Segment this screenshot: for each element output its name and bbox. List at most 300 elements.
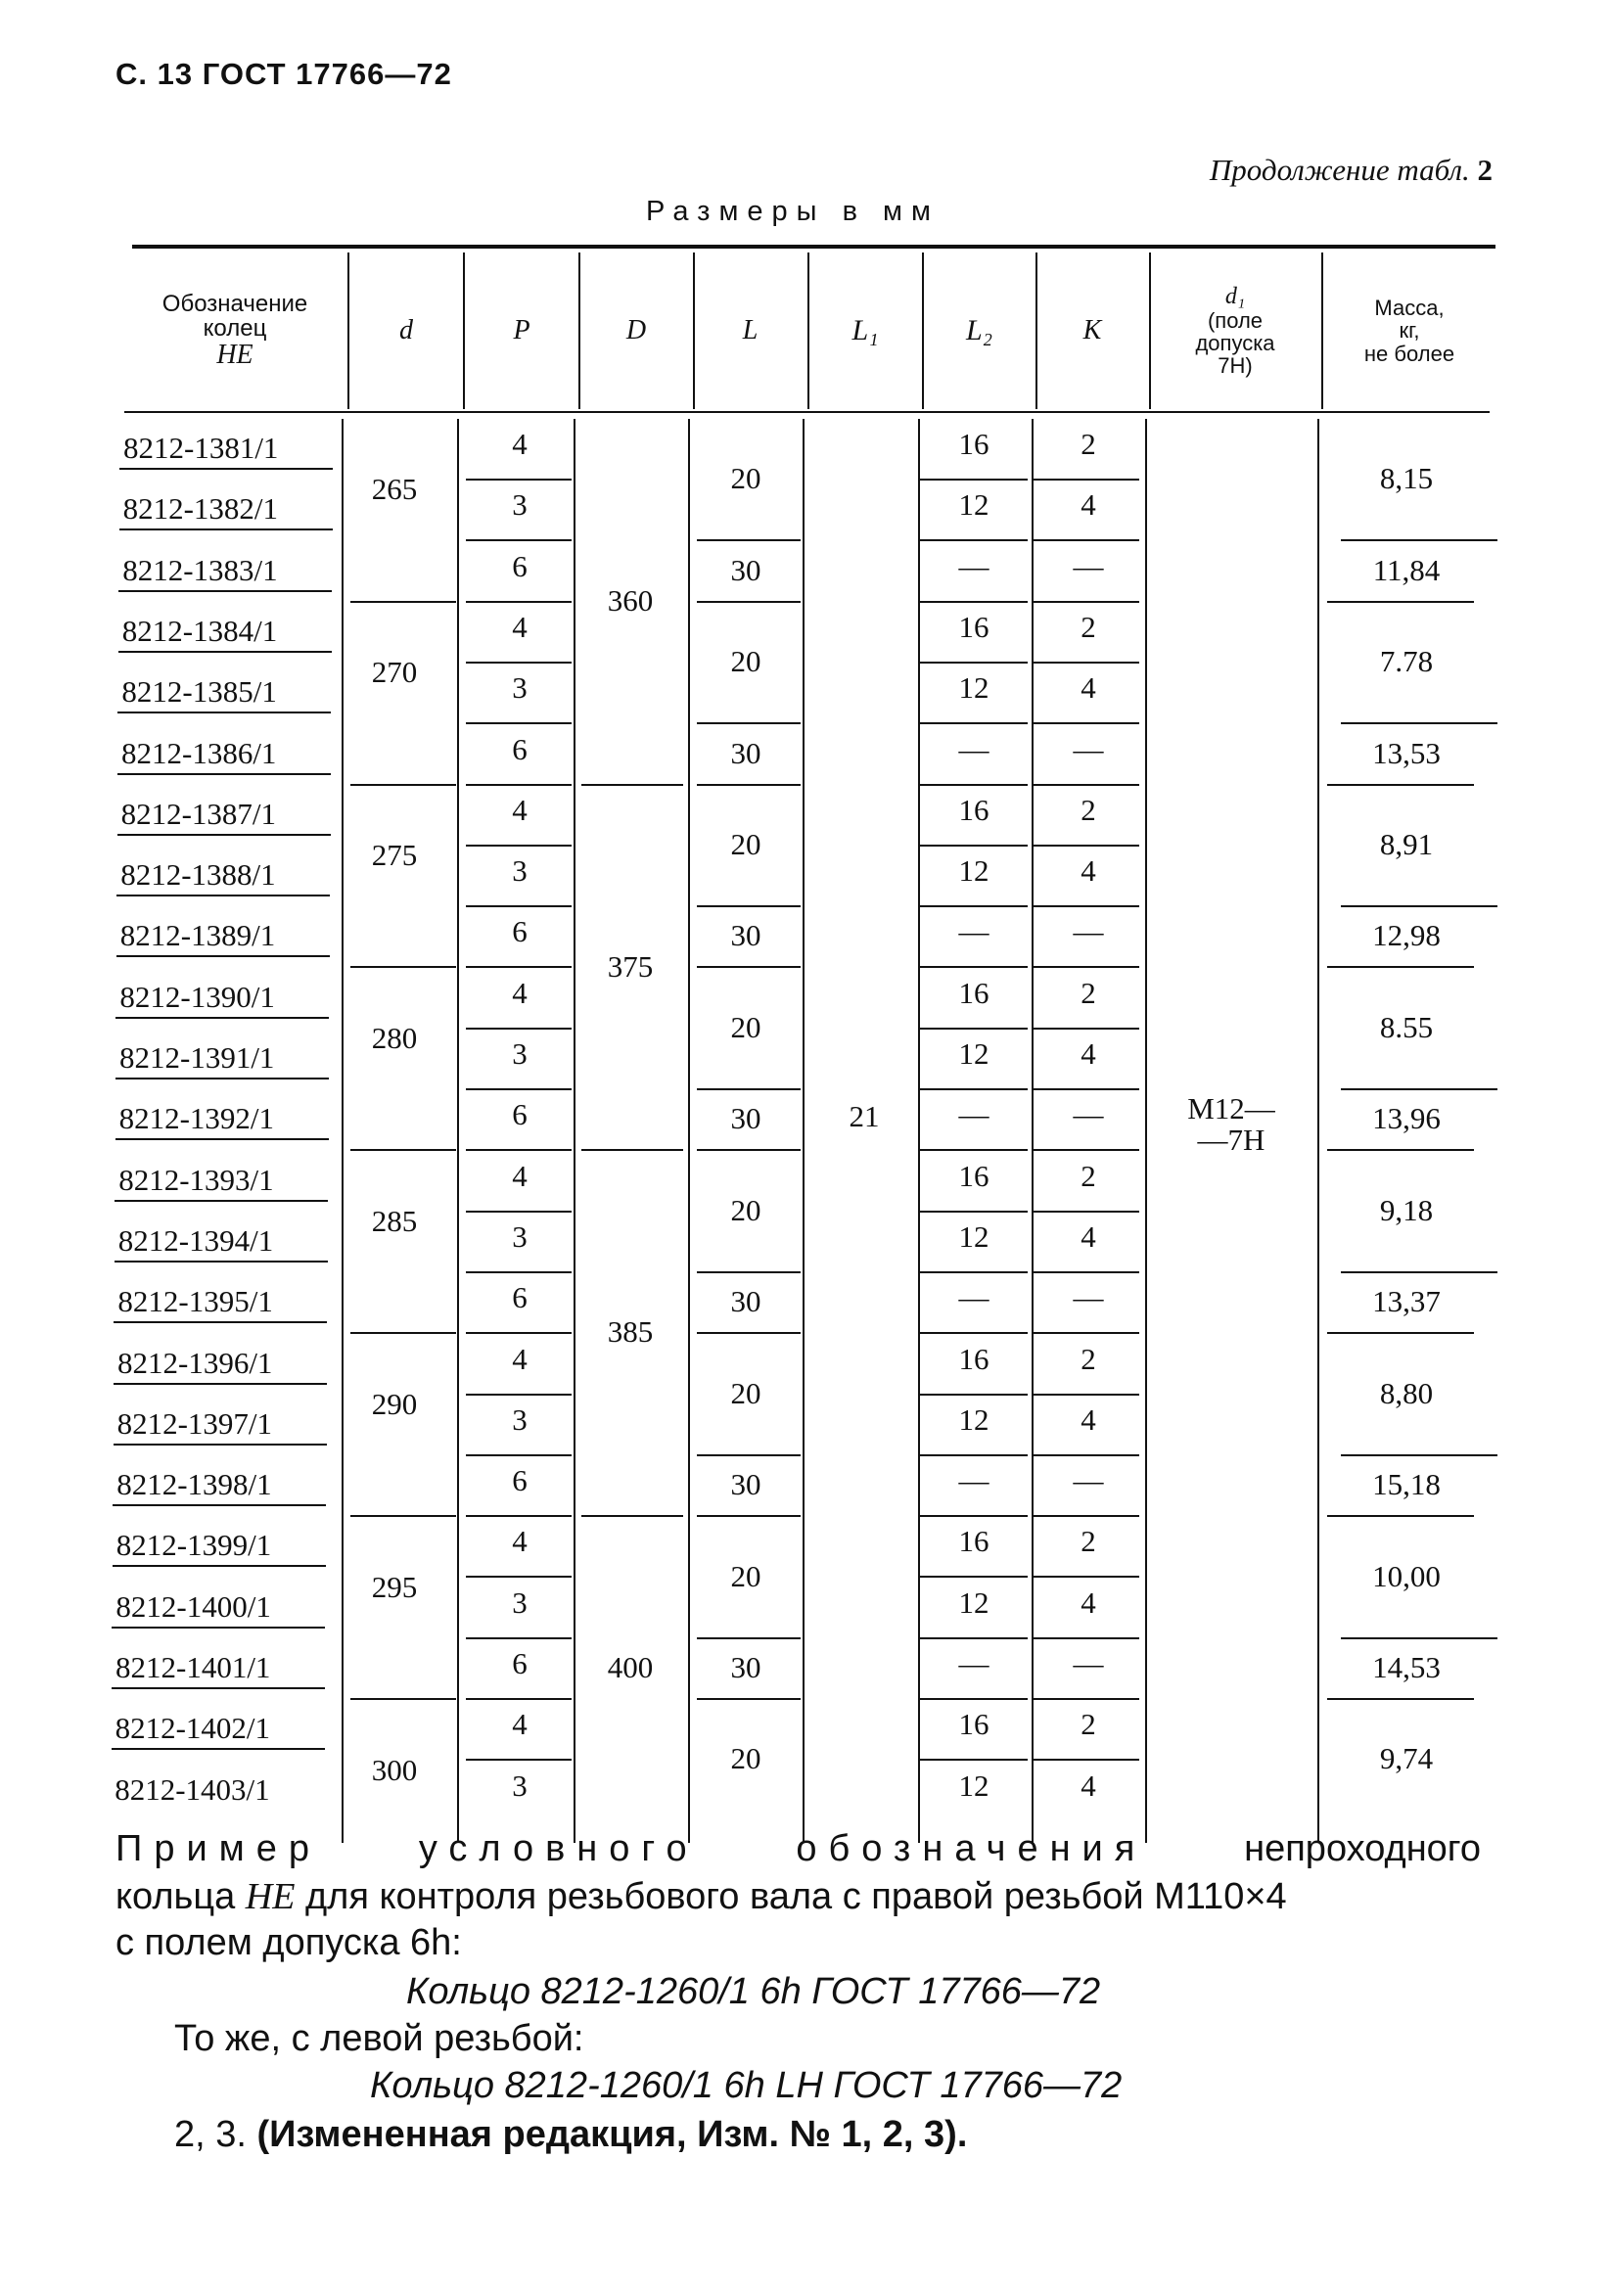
k-value: — — [1073, 1463, 1104, 1498]
header-d1-line3: допуска — [1195, 331, 1275, 356]
mass-value: 10,00 — [1372, 1558, 1441, 1593]
designation-cell: 8212-1393/1 — [118, 1162, 274, 1197]
l2-row-rule — [920, 1271, 1028, 1273]
l2-value: 16 — [958, 792, 989, 827]
designation-cell: 8212-1395/1 — [117, 1284, 273, 1319]
designation-underline — [115, 1078, 329, 1079]
designation-cell: 8212-1398/1 — [116, 1467, 272, 1502]
designation-underline — [116, 955, 330, 957]
mass-value: 13,53 — [1372, 735, 1441, 770]
example-line-1 — [115, 1828, 1481, 1870]
l-value: 20 — [730, 1192, 761, 1227]
p-row-rule — [466, 784, 572, 786]
l-value: 20 — [730, 1741, 761, 1776]
p-value: 3 — [512, 1036, 528, 1071]
l2-row-rule — [920, 1088, 1028, 1090]
p-value: 3 — [512, 670, 528, 706]
mass-group-rule — [1327, 1515, 1474, 1517]
mass-group-rule — [1341, 1454, 1497, 1456]
header-big-d — [579, 256, 693, 405]
designation-underline — [115, 1261, 328, 1263]
l2-value: 16 — [958, 1341, 989, 1376]
k-value: 2 — [1081, 1158, 1096, 1193]
mass-group-rule — [1327, 1332, 1474, 1334]
d-group-rule — [350, 1332, 456, 1334]
header-d1-line2: (поле — [1207, 307, 1264, 333]
table-header-rule — [124, 411, 1490, 413]
l2-value: 16 — [958, 975, 989, 1010]
mass-value: 11,84 — [1372, 552, 1441, 587]
l-group-rule — [697, 722, 801, 724]
mass-group-rule — [1341, 1088, 1497, 1090]
k-value: — — [1073, 1646, 1104, 1680]
l2-value: 16 — [958, 1158, 989, 1193]
designation-underline — [114, 1444, 327, 1446]
l2-value: 12 — [958, 487, 989, 523]
l1-value: 21 — [849, 1099, 880, 1134]
l-group-rule — [697, 1698, 801, 1700]
mass-group-rule — [1327, 1149, 1474, 1151]
l2-value: — — [958, 1463, 989, 1498]
k-value: 2 — [1081, 792, 1096, 827]
header-l1 — [807, 256, 923, 405]
designation-underline — [113, 1504, 326, 1506]
big-d-value: 375 — [607, 948, 654, 984]
designation-cell: 8212-1392/1 — [118, 1101, 275, 1136]
big-d-value: 400 — [607, 1650, 654, 1684]
d-value: 300 — [371, 1752, 418, 1787]
mass-group-rule — [1341, 905, 1497, 907]
designation-cell: 8212-1394/1 — [117, 1222, 274, 1258]
example-word-1: Пример — [115, 1828, 322, 1869]
l-group-rule — [697, 966, 801, 968]
p-value: 3 — [512, 1768, 528, 1803]
p-value: 4 — [512, 427, 528, 461]
d-value: 275 — [371, 838, 418, 873]
header-column-rule — [922, 253, 924, 409]
k-row-rule — [1032, 845, 1139, 847]
header-p-text: P — [513, 315, 530, 346]
mass-value: 12,98 — [1372, 918, 1441, 953]
k-row-rule — [1032, 1271, 1139, 1273]
designation-cell: 8212-1388/1 — [120, 857, 276, 893]
designation-cell: 8212-1399/1 — [115, 1528, 272, 1563]
l2-row-rule — [920, 784, 1028, 786]
p-row-rule — [466, 845, 572, 847]
k-row-rule — [1032, 1028, 1139, 1030]
p-value: 4 — [512, 1341, 528, 1376]
k-row-rule — [1032, 1149, 1139, 1151]
k-row-rule — [1032, 1394, 1139, 1396]
designation-cell: 8212-1397/1 — [116, 1405, 273, 1441]
mass-value: 9,74 — [1379, 1741, 1434, 1776]
d-group-rule — [350, 1149, 456, 1151]
k-value: 4 — [1081, 1401, 1096, 1437]
p-value: 6 — [512, 548, 528, 583]
k-value: 4 — [1081, 853, 1096, 889]
k-value: 2 — [1081, 1707, 1096, 1742]
designation-cell: 8212-1390/1 — [119, 979, 275, 1014]
p-row-rule — [466, 1515, 572, 1517]
designation-underline — [116, 895, 330, 896]
d-value: 290 — [371, 1386, 418, 1421]
header-oboznachenie-line3: НЕ — [216, 340, 253, 371]
l-value: 30 — [730, 918, 761, 953]
header-mass-line2: кг, — [1399, 318, 1420, 344]
l-group-rule — [697, 1088, 801, 1090]
d1-value-line1: М12— — [1187, 1091, 1275, 1126]
d-group-rule — [350, 966, 456, 968]
k-row-rule — [1032, 1515, 1139, 1517]
p-row-rule — [466, 1698, 572, 1700]
l2-row-rule — [920, 1515, 1028, 1517]
example-line-2-pre: кольца — [115, 1876, 246, 1917]
mass-group-rule — [1327, 784, 1474, 786]
k-value: 2 — [1081, 427, 1096, 461]
designation-underline — [115, 1017, 329, 1019]
example-line-2 — [115, 1875, 1481, 1918]
k-value: — — [1073, 731, 1104, 766]
l2-row-rule — [920, 1759, 1028, 1761]
p-value: 4 — [512, 1524, 528, 1559]
body-column-rule — [803, 419, 805, 1843]
l-group-rule — [697, 1515, 801, 1517]
d-value: 280 — [371, 1021, 418, 1055]
l-group-rule — [697, 1637, 801, 1639]
designation-cell: 8212-1396/1 — [117, 1345, 273, 1380]
mass-group-rule — [1327, 1698, 1474, 1700]
amendment-note-prefix: 2, 3. — [174, 2114, 257, 2155]
designation-underline — [112, 1748, 325, 1750]
p-row-rule — [466, 905, 572, 907]
p-value: 6 — [512, 731, 528, 766]
l2-row-rule — [920, 966, 1028, 968]
l2-row-rule — [920, 1211, 1028, 1213]
l-value: 30 — [730, 1101, 761, 1136]
k-value: — — [1073, 548, 1104, 583]
designation-cell: 8212-1384/1 — [121, 613, 278, 648]
designation-cell: 8212-1391/1 — [119, 1040, 275, 1075]
designation-underline — [114, 1321, 327, 1323]
l-group-rule — [697, 601, 801, 603]
k-value: 2 — [1081, 1341, 1096, 1376]
p-row-rule — [466, 1149, 572, 1151]
l2-value: 12 — [958, 670, 989, 706]
header-l — [693, 256, 807, 405]
body-column-rule — [688, 419, 690, 1843]
designation-underline — [115, 1200, 328, 1202]
header-p — [464, 256, 579, 405]
l2-value: 16 — [958, 427, 989, 461]
header-k-text: K — [1082, 315, 1102, 346]
designation-cell: 8212-1402/1 — [115, 1711, 271, 1746]
designation-cell: 8212-1400/1 — [115, 1588, 271, 1624]
l2-row-rule — [920, 722, 1028, 724]
mass-value: 8.55 — [1379, 1009, 1434, 1044]
l2-row-rule — [920, 601, 1028, 603]
l-value: 30 — [730, 1650, 761, 1684]
header-column-rule — [578, 253, 580, 409]
k-value: 2 — [1081, 975, 1096, 1010]
l2-row-rule — [920, 905, 1028, 907]
designation-cell: 8212-1389/1 — [119, 918, 276, 953]
l-group-rule — [697, 539, 801, 541]
body-column-rule — [1317, 419, 1319, 1843]
l-group-rule — [697, 905, 801, 907]
k-row-rule — [1032, 662, 1139, 664]
designation-cell: 8212-1381/1 — [123, 431, 279, 465]
d-group-rule — [350, 1515, 456, 1517]
header-d1-line4: 7Н) — [1218, 353, 1253, 379]
p-value: 3 — [512, 1401, 528, 1437]
amendment-note-text: (Измененная редакция, Изм. № 1, 2, 3). — [256, 2114, 968, 2155]
header-l2-text: L₂ — [965, 314, 993, 347]
header-column-rule — [1321, 253, 1323, 409]
d-group-rule — [350, 784, 456, 786]
k-row-rule — [1032, 601, 1139, 603]
body-column-rule — [1032, 419, 1034, 1843]
designation-underline — [112, 1627, 325, 1629]
p-row-rule — [466, 1637, 572, 1639]
mass-value: 13,37 — [1372, 1284, 1441, 1319]
header-d-text: d — [399, 315, 413, 346]
k-row-rule — [1032, 784, 1139, 786]
k-value: 2 — [1081, 1524, 1096, 1559]
designation-underline — [118, 590, 332, 592]
p-value: 3 — [512, 1584, 528, 1620]
mass-group-rule — [1327, 966, 1474, 968]
designation-cell: 8212-1403/1 — [115, 1771, 270, 1807]
p-value: 6 — [512, 914, 528, 949]
d-group-rule — [350, 601, 456, 603]
l-group-rule — [697, 1332, 801, 1334]
l2-value: 16 — [958, 609, 989, 644]
k-row-rule — [1032, 1637, 1139, 1639]
l2-value: 12 — [958, 853, 989, 889]
designation-underline — [117, 834, 331, 836]
l2-value: — — [958, 1280, 989, 1315]
mass-group-rule — [1341, 722, 1497, 724]
example-line-3: с полем допуска 6h: — [115, 1922, 462, 1963]
p-value: 4 — [512, 1707, 528, 1742]
l-value: 20 — [730, 826, 761, 861]
p-value: 6 — [512, 1463, 528, 1498]
mass-group-rule — [1341, 539, 1497, 541]
continuation-text: Продолжение табл. — [1209, 153, 1470, 187]
p-value: 3 — [512, 853, 528, 889]
mass-value: 14,53 — [1372, 1650, 1441, 1684]
designation-underline — [115, 1138, 329, 1140]
l2-value: 16 — [958, 1524, 989, 1559]
d-value: 285 — [371, 1203, 418, 1238]
header-d1-line1: d₁ — [1224, 283, 1246, 309]
p-value: 6 — [512, 1646, 528, 1680]
table-top-rule — [132, 245, 1495, 249]
body-column-rule — [1145, 419, 1147, 1843]
p-row-rule — [466, 1759, 572, 1761]
l-group-rule — [697, 1271, 801, 1273]
d-group-rule — [350, 1698, 456, 1700]
designation-underline — [119, 468, 333, 470]
header-column-rule — [807, 253, 809, 409]
header-d — [348, 256, 464, 405]
p-value: 3 — [512, 487, 528, 523]
l2-row-rule — [920, 1698, 1028, 1700]
k-row-rule — [1032, 905, 1139, 907]
k-row-rule — [1032, 1454, 1139, 1456]
l2-row-rule — [920, 1576, 1028, 1578]
p-row-rule — [466, 539, 572, 541]
l2-row-rule — [920, 539, 1028, 541]
designation-underline — [119, 528, 333, 530]
designation-cell: 8212-1382/1 — [122, 491, 279, 527]
header-k — [1035, 256, 1149, 405]
p-row-rule — [466, 1211, 572, 1213]
l-value: 30 — [730, 1284, 761, 1319]
l2-value: 16 — [958, 1707, 989, 1742]
amendment-note — [174, 2114, 967, 2156]
header-l1-text: L₁ — [851, 314, 879, 347]
designation-cell: 8212-1385/1 — [121, 674, 277, 710]
l2-row-rule — [920, 1394, 1028, 1396]
header-column-rule — [693, 253, 695, 409]
l2-value: — — [958, 1097, 989, 1132]
body-column-rule — [457, 419, 459, 1843]
p-value: 3 — [512, 1218, 528, 1254]
header-column-rule — [1149, 253, 1151, 409]
l2-value: 12 — [958, 1036, 989, 1071]
k-row-rule — [1032, 479, 1139, 481]
mass-group-rule — [1341, 1637, 1497, 1639]
l-value: 20 — [730, 1558, 761, 1593]
l2-value: — — [958, 548, 989, 583]
mass-value: 15,18 — [1372, 1467, 1441, 1502]
l2-value: 12 — [958, 1218, 989, 1254]
mass-value: 8,80 — [1379, 1375, 1434, 1410]
units-caption: Размеры в мм — [646, 196, 940, 227]
header-oboznachenie-line2: колец — [203, 315, 267, 343]
p-row-rule — [466, 966, 572, 968]
p-row-rule — [466, 1028, 572, 1030]
mass-group-rule — [1341, 1271, 1497, 1273]
p-row-rule — [466, 662, 572, 664]
designation-underline — [113, 1565, 326, 1567]
k-row-rule — [1032, 1211, 1139, 1213]
p-value: 4 — [512, 1158, 528, 1193]
l2-row-rule — [920, 1637, 1028, 1639]
k-row-rule — [1032, 1332, 1139, 1334]
designation-cell: 8212-1386/1 — [121, 735, 277, 770]
example-word-3: обозначения — [796, 1828, 1147, 1869]
mass-value: 8,15 — [1379, 461, 1434, 496]
example-word-4: непроходного — [1244, 1828, 1481, 1869]
l-value: 20 — [730, 461, 761, 496]
same-left-thread-label: То же, с левой резьбой: — [174, 2018, 584, 2059]
p-row-rule — [466, 722, 572, 724]
k-value: 4 — [1081, 1768, 1096, 1803]
designation-cell: 8212-1401/1 — [115, 1650, 271, 1684]
designation-right-thread: Кольцо 8212-1260/1 6h ГОСТ 17766—72 — [406, 1971, 1101, 2012]
l2-row-rule — [920, 1028, 1028, 1030]
l-value: 20 — [730, 1375, 761, 1410]
l2-row-rule — [920, 1149, 1028, 1151]
designation-underline — [112, 1687, 325, 1689]
header-column-rule — [347, 253, 349, 409]
k-row-rule — [1032, 1576, 1139, 1578]
big-d-group-rule — [581, 1149, 683, 1151]
body-column-rule — [342, 419, 344, 1843]
mass-value: 7.78 — [1379, 644, 1434, 679]
k-value: 4 — [1081, 1218, 1096, 1254]
p-value: 6 — [512, 1097, 528, 1132]
p-row-rule — [466, 479, 572, 481]
mass-value: 8,91 — [1379, 826, 1434, 861]
p-value: 4 — [512, 975, 528, 1010]
mass-group-rule — [1327, 601, 1474, 603]
mass-value: 9,18 — [1379, 1192, 1434, 1227]
k-row-rule — [1032, 1759, 1139, 1761]
l2-value: — — [958, 914, 989, 949]
header-mass — [1321, 256, 1497, 405]
example-line-2-post: для контроля резьбового вала с правой резьбой М110×4 — [295, 1876, 1287, 1917]
k-row-rule — [1032, 1088, 1139, 1090]
designation-cell: 8212-1387/1 — [120, 796, 277, 831]
header-big-d-text: D — [625, 315, 647, 346]
k-value: — — [1073, 914, 1104, 949]
p-value: 4 — [512, 792, 528, 827]
d-value: 265 — [371, 472, 418, 507]
l2-row-rule — [920, 1454, 1028, 1456]
p-row-rule — [466, 1332, 572, 1334]
l2-row-rule — [920, 662, 1028, 664]
header-l-text: L — [742, 315, 759, 346]
d1-value-line2: —7Н — [1197, 1123, 1265, 1158]
designation-cell: 8212-1383/1 — [122, 552, 278, 587]
mass-value: 13,96 — [1372, 1101, 1441, 1136]
k-value: 4 — [1081, 1036, 1096, 1071]
p-row-rule — [466, 1271, 572, 1273]
d-value: 270 — [371, 655, 418, 690]
l-value: 30 — [730, 1467, 761, 1502]
header-column-rule — [463, 253, 465, 409]
example-word-2: условного — [418, 1828, 699, 1869]
k-value: 4 — [1081, 1584, 1096, 1620]
big-d-group-rule — [581, 1515, 683, 1517]
l2-row-rule — [920, 479, 1028, 481]
l2-row-rule — [920, 845, 1028, 847]
header-column-rule — [1035, 253, 1037, 409]
l2-row-rule — [920, 1332, 1028, 1334]
big-d-group-rule — [581, 784, 683, 786]
k-value: 4 — [1081, 670, 1096, 706]
designation-underline — [114, 1383, 327, 1385]
k-row-rule — [1032, 966, 1139, 968]
l2-value: 12 — [958, 1401, 989, 1437]
header-mass-line3: не более — [1363, 341, 1455, 366]
l-value: 20 — [730, 644, 761, 679]
big-d-value: 385 — [607, 1314, 654, 1350]
l-group-rule — [697, 1149, 801, 1151]
header-l2 — [923, 256, 1035, 405]
p-value: 6 — [512, 1280, 528, 1315]
l-group-rule — [697, 1454, 801, 1456]
p-row-rule — [466, 1088, 572, 1090]
p-row-rule — [466, 601, 572, 603]
k-value: — — [1073, 1280, 1104, 1315]
designation-underline — [117, 712, 331, 713]
designation-underline — [118, 651, 332, 653]
l2-value: 12 — [958, 1768, 989, 1803]
